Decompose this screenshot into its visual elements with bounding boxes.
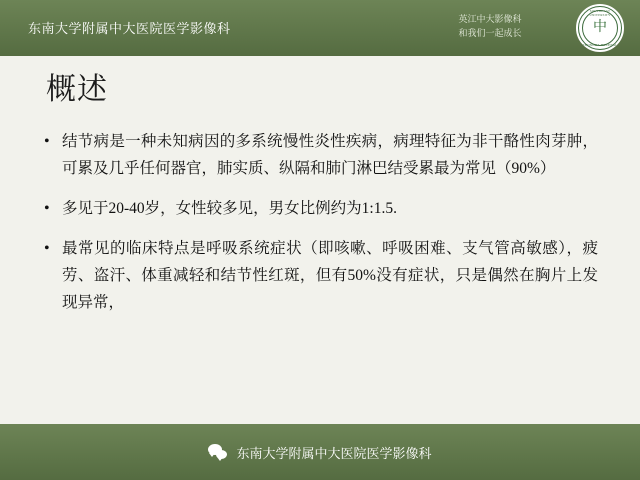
hospital-logo	[576, 4, 624, 52]
banner-subtitle-line1: 英江中大影像科	[458, 14, 522, 24]
logo-outer-ring	[578, 6, 622, 50]
list-item	[42, 128, 598, 182]
logo-bottom-text: ZHONGDA HOSPITAL	[582, 43, 618, 47]
list-item	[42, 235, 598, 316]
bullet-marker: •	[44, 240, 50, 257]
department-title: 东南大学附属中大医院医学影像科	[28, 21, 231, 36]
logo-top-text: SOUTHEAST UNIVERSITY	[589, 9, 611, 17]
footer-label: 东南大学附属中大医院医学影像科	[236, 445, 432, 461]
page-title: 概述	[46, 73, 108, 106]
logo-mark: 中	[593, 20, 607, 35]
footer-content	[208, 443, 431, 462]
bullet-text: 多见于20-40岁，女性较多见，男女比例约为1:1.5.	[62, 200, 397, 217]
slide-footer-banner	[0, 424, 640, 480]
list-item	[42, 195, 598, 222]
slide-header-banner	[0, 0, 640, 56]
slide-content	[0, 56, 640, 424]
bullet-marker: •	[44, 200, 50, 217]
banner-subtitle-line2: 和我们一起成长	[458, 28, 522, 38]
bullet-marker: •	[44, 133, 50, 150]
bullet-list	[42, 128, 598, 329]
bullet-text: 结节病是一种未知病因的多系统慢性炎性疾病，病理特征为非干酪性肉芽肿，可累及几乎任何器官，肺实质、纵隔和肺门淋巴结受累最为常见（90%）	[62, 133, 598, 177]
banner-subtitle	[435, 12, 545, 40]
bullet-text: 最常见的临床特点是呼吸系统症状（即咳嗽、呼吸困难、支气管高敏感），疲劳、盗汗、体重减轻和结节性红斑，但有50%没有症状，只是偶然在胸片上发现异常，	[62, 240, 598, 311]
wechat-icon	[208, 444, 228, 461]
